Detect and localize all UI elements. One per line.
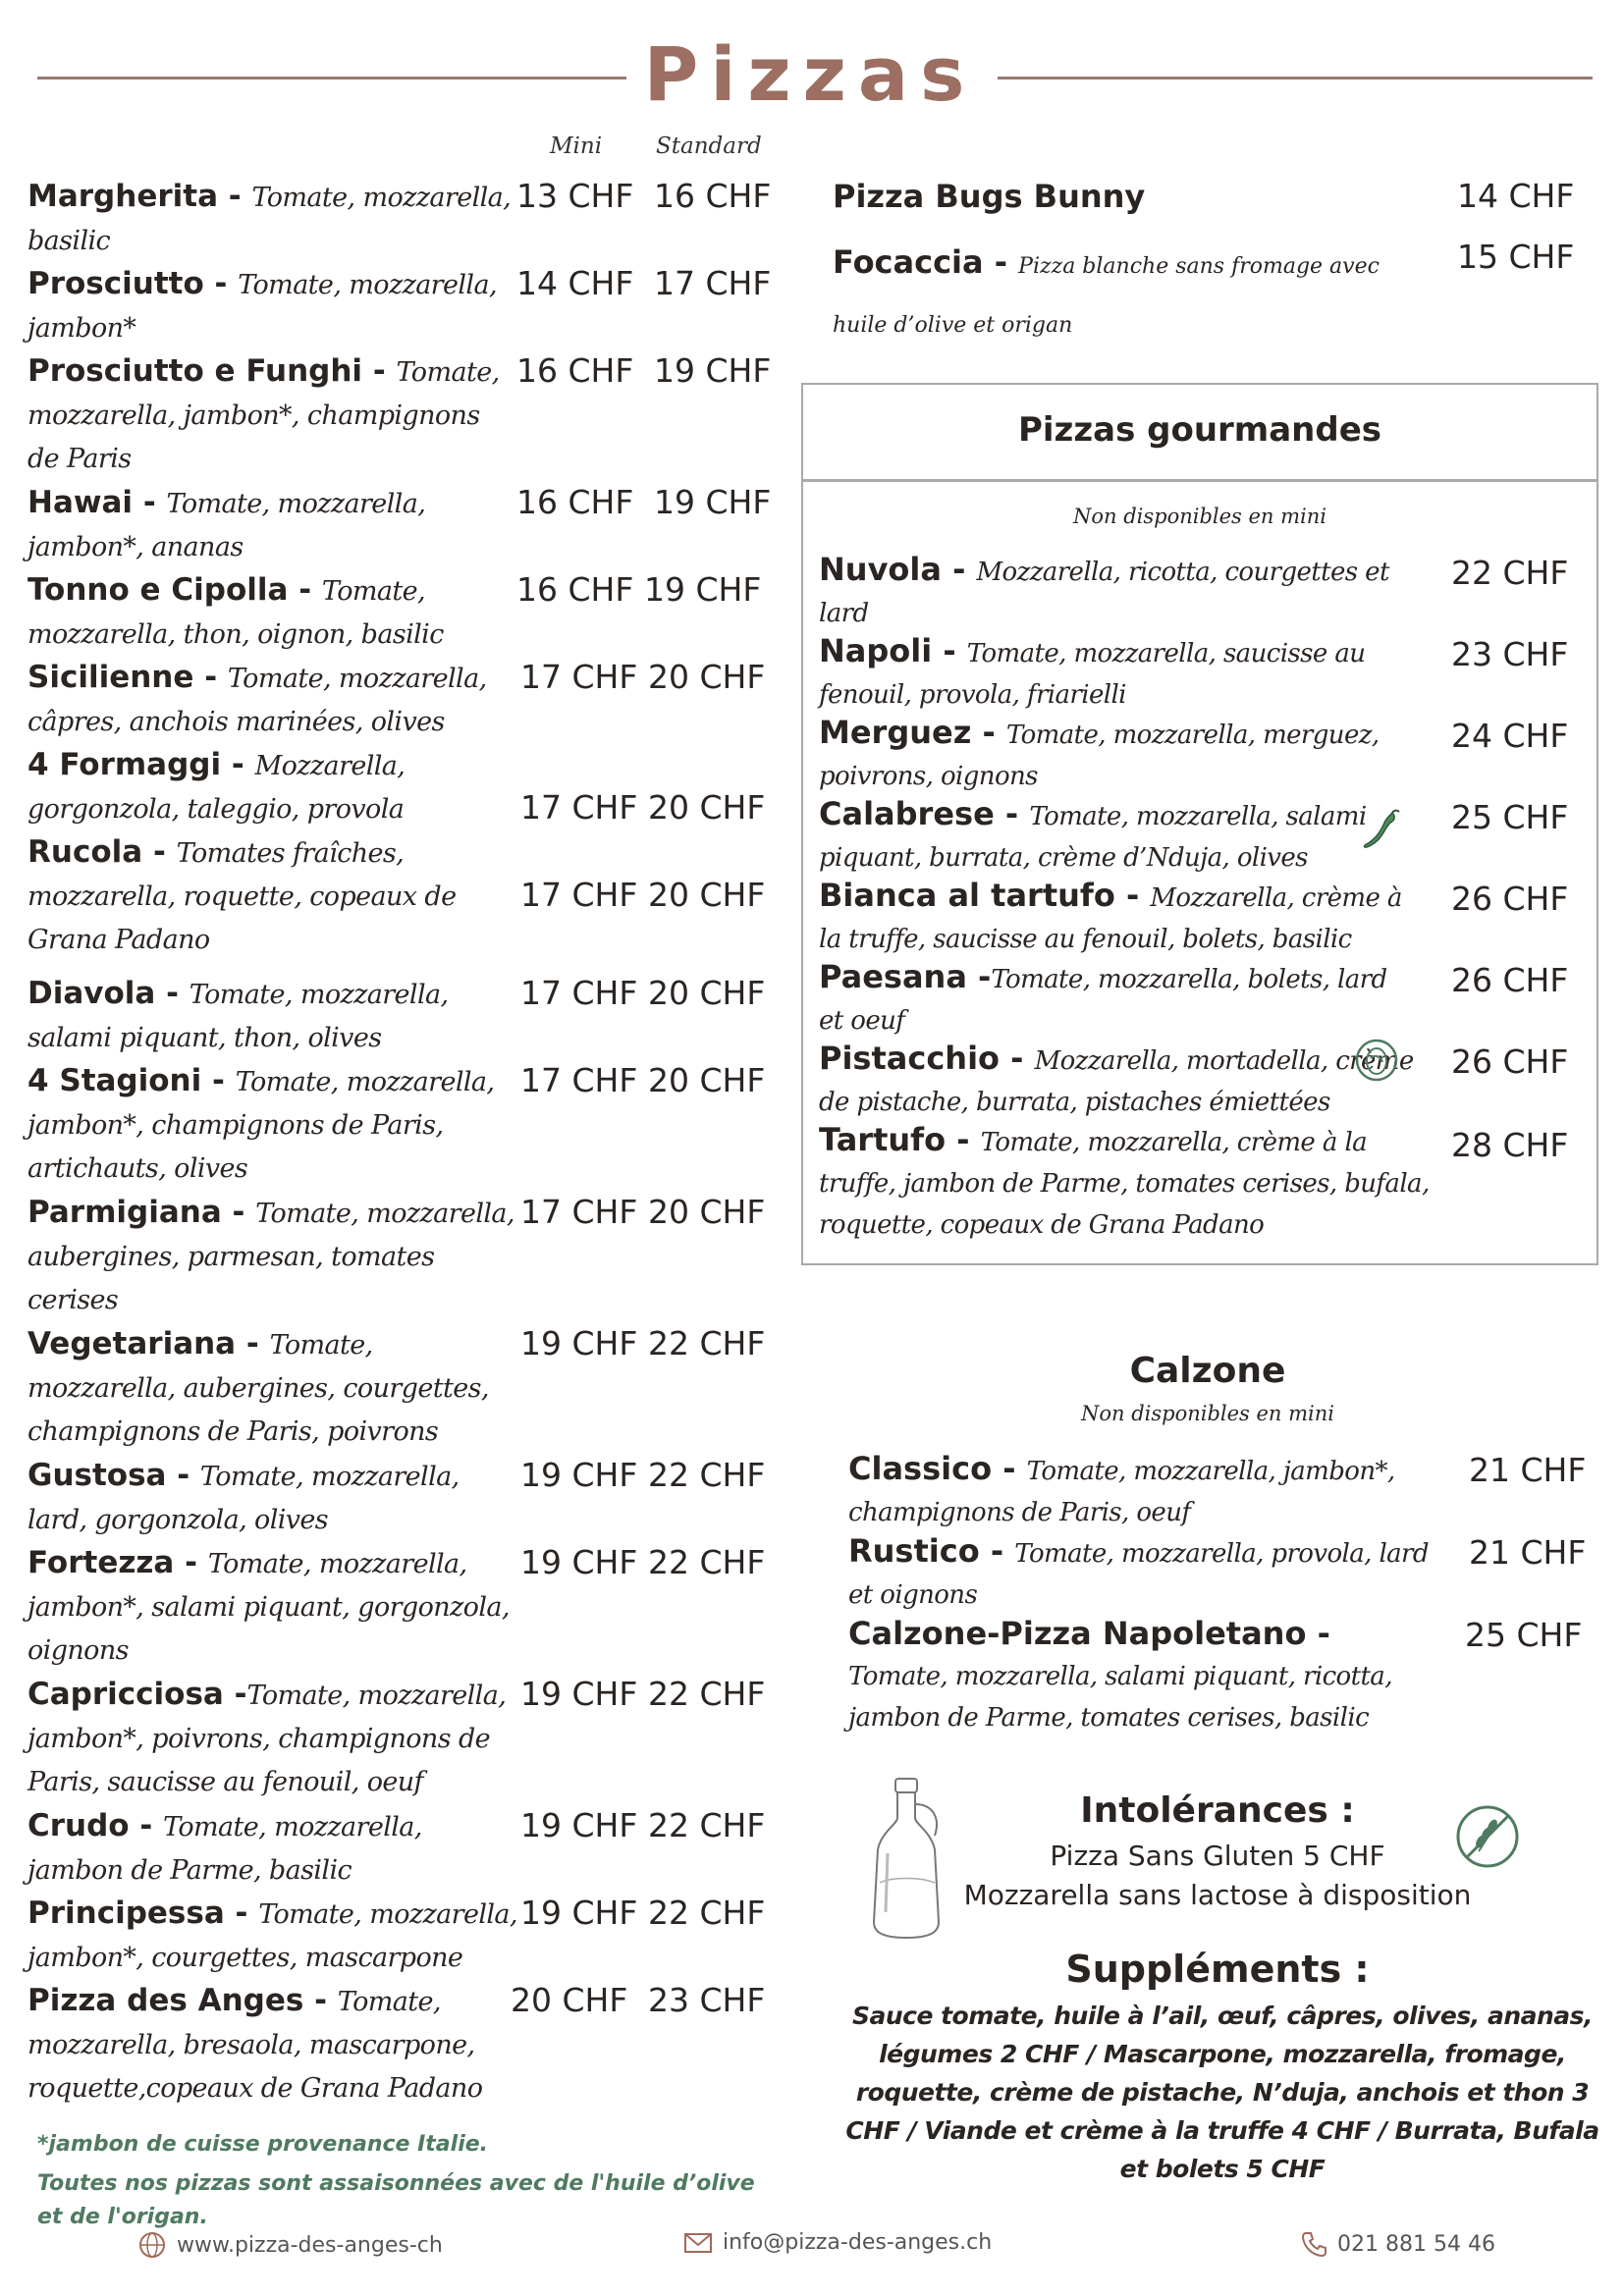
pizza-name: Sicilienne	[27, 660, 194, 695]
price-mini: 17 CHF	[520, 788, 638, 827]
pizza-desc: Mozzarella, mortadella, crème de pistache, burrata, pistaches émiettées	[819, 1046, 1414, 1117]
footer-email[interactable]	[683, 2230, 992, 2255]
pizza-name: Prosciutto e Funghi	[27, 353, 363, 389]
price-standard: 20 CHF	[648, 788, 766, 827]
price-standard: 19 CHF	[644, 570, 762, 609]
pizza-desc: Tomate, mozzarella, salami piquant, burrata, crème d’Nduja, olives	[819, 802, 1367, 873]
mail-icon	[683, 2232, 713, 2254]
price: 15 CHF	[1457, 238, 1575, 276]
price-mini: 16 CHF	[516, 570, 634, 609]
gourmande-item: Bianca al tartufo - Mozzarella, crème à la truffe, saucisse au fenouil, bolets, basilic	[819, 877, 1402, 954]
price-standard: 22 CHF	[648, 1324, 766, 1362]
pizza-name: 4 Formaggi	[27, 747, 222, 782]
pizza-desc: Tomate, mozzarella, jambon*, poivrons, champignons de Paris, saucisse au fenouil, oeuf	[27, 1681, 507, 1797]
calzone-name: Rustico	[848, 1532, 980, 1570]
intolerances-title: Intolérances :	[1080, 1790, 1355, 1831]
price-standard: 22 CHF	[648, 1543, 766, 1581]
price-mini: 19 CHF	[520, 1806, 638, 1844]
calzone-title: Calzone	[1129, 1351, 1286, 1391]
column-head-mini: Mini	[550, 133, 603, 159]
calzone-note: Non disponibles en mini	[1080, 1402, 1335, 1425]
price-mini: 19 CHF	[520, 1324, 638, 1362]
pizza-name: Pizza des Anges	[27, 1983, 304, 2018]
pizza-desc: Tomate, mozzarella, jambon*, champignons de Paris	[27, 357, 500, 474]
price-mini: 14 CHF	[516, 264, 634, 302]
price-mini: 13 CHF	[516, 177, 634, 215]
price: 23 CHF	[1451, 635, 1569, 673]
price: 24 CHF	[1451, 717, 1569, 755]
pizza-desc: Tomate, mozzarella, jambon*	[27, 270, 497, 344]
calzone-desc: Tomate, mozzarella, salami piquant, ricotta, jambon de Parme, tomates cerises, basilic	[848, 1662, 1392, 1733]
price: 26 CHF	[1451, 1042, 1569, 1081]
price-standard: 20 CHF	[648, 1193, 766, 1231]
page-title: Pizzas	[643, 30, 977, 118]
pizza-desc: Tomate, mozzarella, jambon*, salami piquant, gorgonzola, oignons	[27, 1549, 510, 1666]
price-mini: 17 CHF	[520, 1061, 638, 1099]
calzone-desc: Tomate, mozzarella, provola, lard et oignons	[848, 1539, 1429, 1610]
pizza-name: Focaccia	[833, 243, 984, 281]
pizza-name: Crudo	[27, 1808, 130, 1843]
pizza-desc: Tomate, mozzarella, jambon de Parme, basilic	[27, 1812, 422, 1886]
price-mini: 19 CHF	[520, 1894, 638, 1932]
gourmande-item: Paesana -Tomate, mozzarella, bolets, lard et oeuf	[819, 958, 1387, 1036]
price-standard: 17 CHF	[654, 264, 772, 302]
pizza-name: Margherita	[27, 179, 218, 214]
pizza-name: Rucola	[27, 834, 143, 870]
footer-phone-text: 021 881 54 46	[1337, 2231, 1495, 2257]
pizza-desc: Tomate, mozzarella, lard, gorgonzola, olives	[27, 1462, 460, 1535]
calzone-item: Classico - Tomate, mozzarella, jambon*, champignons de Paris, oeuf	[848, 1450, 1395, 1527]
intolerances-gluten-free: Pizza Sans Gluten 5 CHF	[1050, 1840, 1385, 1872]
calzone-item: Calzone-Pizza Napoletano - Tomate, mozzarella, salami piquant, ricotta, jambon de Parme, tomates cerises, basilic	[848, 1615, 1392, 1733]
pizza-desc: Tomate, mozzarella, thon, oignon, basilic	[27, 576, 444, 650]
pizza-desc: Tomate, mozzarella, aubergines, parmesan, tomates cerises	[27, 1199, 514, 1315]
supplements-title: Suppléments :	[1065, 1948, 1370, 1991]
footnote-ham: *jambon de cuisse provenance Italie.	[37, 2132, 489, 2157]
right-item	[833, 177, 1422, 219]
pizza-name: Principessa	[27, 1896, 225, 1931]
pizza-desc: Tomate, mozzarella, jambon*, champignons de Paris, artichauts, olives	[27, 1067, 495, 1184]
footer-phone[interactable]	[1300, 2230, 1495, 2258]
price-mini: 17 CHF	[520, 1193, 638, 1231]
pizza-desc: Tomate, mozzarella, câpres, anchois marinées, olives	[27, 664, 487, 737]
price-standard: 22 CHF	[648, 1456, 766, 1494]
price-standard: 16 CHF	[654, 177, 772, 215]
price-standard: 23 CHF	[648, 1981, 766, 2019]
pizza-desc: Tomate, mozzarella, saucisse au fenouil, provola, friarielli	[819, 639, 1366, 710]
pizza-desc: Tomates fraîches, mozzarella, roquette, copeaux de Grana Padano	[27, 838, 457, 955]
pizza-desc: Tomate, mozzarella, basilic	[27, 183, 512, 256]
right-item: Focaccia - Pizza blanche sans fromage avec huile d’olive et origan	[833, 243, 1380, 338]
pizza-name: Pizza Bugs Bunny	[833, 178, 1146, 215]
pizza-desc: Mozzarella, ricotta, courgettes et lard	[819, 558, 1389, 628]
pizza-name: Calabrese	[819, 795, 995, 832]
price: 21 CHF	[1469, 1451, 1587, 1489]
price-mini: 19 CHF	[520, 1543, 638, 1581]
price-standard: 20 CHF	[648, 658, 766, 696]
price-standard: 20 CHF	[648, 876, 766, 914]
gourmande-item: Calabrese - Tomate, mozzarella, salami piquant, burrata, crème d’Nduja, olives	[819, 795, 1367, 873]
price: 25 CHF	[1465, 1616, 1583, 1654]
pizza-desc: Tomate, mozzarella, crème à la truffe, jambon de Parme, tomates cerises, bufala, roquette, copeaux de Grana Padano	[819, 1128, 1430, 1240]
price-standard: 19 CHF	[654, 483, 772, 521]
gourmande-item: Nuvola - Mozzarella, ricotta, courgettes et lard	[819, 551, 1389, 628]
header-rule-right	[998, 77, 1593, 80]
pizza-name: Napoli	[819, 632, 933, 669]
price: 28 CHF	[1451, 1126, 1569, 1164]
pizza-desc: Tomate, mozzarella, bresaola, mascarpone, roquette,copeaux de Grana Padano	[27, 1987, 483, 2104]
calzone-name: Classico	[848, 1450, 993, 1487]
price-mini: 16 CHF	[516, 483, 634, 521]
price: 26 CHF	[1451, 880, 1569, 918]
gourmandes-title: Pizzas gourmandes	[1017, 410, 1382, 450]
pistachio-icon	[1353, 1037, 1400, 1084]
pizza-desc: Tomate, mozzarella, jambon*, courgettes, mascarpone	[27, 1899, 517, 1973]
header-rule-left	[37, 77, 626, 80]
gourmande-item: Pistacchio - Mozzarella, mortadella, crème de pistache, burrata, pistaches émiettées	[819, 1040, 1414, 1117]
pizza-name: Pistacchio	[819, 1040, 1001, 1077]
price-mini: 17 CHF	[520, 658, 638, 696]
pizza-name: Diavola	[27, 976, 156, 1011]
pizza-name: Tonno e Cipolla	[27, 572, 289, 608]
price-standard: 22 CHF	[648, 1675, 766, 1713]
calzone-item: Rustico - Tomate, mozzarella, provola, lard et oignons	[848, 1532, 1429, 1610]
calzone-desc: Tomate, mozzarella, jambon*, champignons de Paris, oeuf	[848, 1457, 1395, 1527]
pizza-name: Parmigiana	[27, 1195, 222, 1230]
pizza-name: Capricciosa	[27, 1677, 224, 1712]
pizza-name: 4 Stagioni	[27, 1063, 202, 1098]
pizza-name: Tartufo	[819, 1121, 947, 1158]
price: 22 CHF	[1451, 554, 1569, 592]
gourmandes-note: Non disponibles en mini	[1072, 505, 1327, 528]
intolerances-lactose: Mozzarella sans lactose à disposition	[963, 1879, 1472, 1911]
pizza-name: Fortezza	[27, 1545, 175, 1580]
pizza-desc: Tomate, mozzarella, salami piquant, thon, olives	[27, 980, 449, 1053]
pizza-desc: Tomate, mozzarella, merguez, poivrons, oignons	[819, 721, 1380, 791]
price-mini: 20 CHF	[511, 1981, 628, 2019]
gourmande-item: Napoli - Tomate, mozzarella, saucisse au fenouil, provola, friarielli	[819, 632, 1366, 710]
price-mini: 17 CHF	[520, 974, 638, 1012]
price-standard: 22 CHF	[648, 1806, 766, 1844]
price-mini: 16 CHF	[516, 351, 634, 390]
price: 25 CHF	[1451, 798, 1569, 836]
column-head-standard: Standard	[656, 133, 762, 159]
price: 21 CHF	[1469, 1533, 1587, 1572]
pizza-desc: Tomate, mozzarella, bolets, lard et oeuf	[819, 965, 1387, 1036]
pizza-name: Prosciutto	[27, 266, 204, 301]
globe-icon	[137, 2230, 167, 2260]
phone-icon	[1300, 2230, 1327, 2258]
footnote-seasoning: Toutes nos pizzas sont assaisonnées avec de l'huile d’olive et de l'origan.	[37, 2171, 755, 2229]
gourmande-item: Merguez - Tomate, mozzarella, merguez, poivrons, oignons	[819, 714, 1380, 791]
price-standard: 20 CHF	[648, 974, 766, 1012]
price-standard: 20 CHF	[648, 1061, 766, 1099]
price: 14 CHF	[1457, 177, 1575, 215]
pizza-name: Paesana	[819, 958, 967, 995]
footer-website-text: www.pizza-des-anges-ch	[177, 2232, 443, 2258]
pizza-name: Bianca al tartufo	[819, 877, 1115, 914]
price-mini: 19 CHF	[520, 1456, 638, 1494]
pizza-name: Gustosa	[27, 1458, 167, 1493]
pizza-desc: Pizza blanche sans fromage avec huile d’olive et origan	[833, 254, 1380, 338]
calzone-name: Calzone-Pizza Napoletano	[848, 1615, 1307, 1652]
footer-email-text: info@pizza-des-anges.ch	[723, 2230, 993, 2255]
pizza-desc: Mozzarella, gorgonzola, taleggio, provola	[27, 751, 406, 825]
supplements-text: Sauce tomate, huile à l’ail, œuf, câpres, olives, ananas, légumes 2 CHF / Mascarpone, mozzarella, fromage, roquette, crème de pistache, N’duja, anchois et thon 3 CHF / Viande et crème à la truffe 4 CHF / Burrata, Bufala et bolets 5 CHF	[845, 2002, 1599, 2183]
gourmande-item: Tartufo - Tomate, mozzarella, crème à la truffe, jambon de Parme, tomates cerises, bufala, roquette, copeaux de Grana Padano	[819, 1121, 1430, 1240]
price-standard: 19 CHF	[654, 351, 772, 390]
price-mini: 19 CHF	[520, 1675, 638, 1713]
chili-icon	[1355, 807, 1404, 856]
price: 26 CHF	[1451, 961, 1569, 999]
pizza-desc: Mozzarella, crème à la truffe, saucisse au fenouil, bolets, basilic	[819, 883, 1402, 954]
pizza-desc: Tomate, mozzarella, jambon*, ananas	[27, 489, 426, 562]
price-standard: 22 CHF	[648, 1894, 766, 1932]
pizza-name: Nuvola	[819, 551, 942, 588]
price-mini: 17 CHF	[520, 876, 638, 914]
pizza-name: Hawai	[27, 485, 134, 520]
gluten-free-icon	[1453, 1802, 1522, 1871]
footer-website[interactable]	[137, 2230, 443, 2260]
pizza-desc: Tomate, mozzarella, aubergines, courgettes, champignons de Paris, poivrons	[27, 1330, 489, 1447]
pizza-name: Vegetariana	[27, 1326, 237, 1362]
pizza-name: Merguez	[819, 714, 972, 751]
